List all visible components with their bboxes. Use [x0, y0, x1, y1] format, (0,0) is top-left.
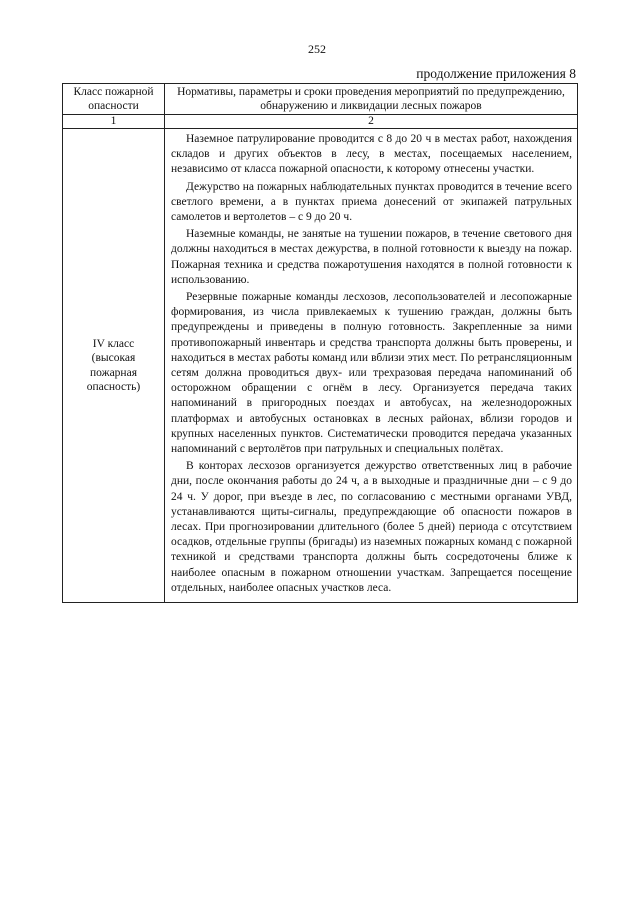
class-line: опасность): [86, 381, 141, 394]
page-number: 252: [308, 42, 326, 56]
class-line: пожарная: [90, 366, 137, 379]
paragraph: Дежурство на пожарных наблюдательных пунктах проводится в течение всего светлого времени, а в пунктах приема донесений от экипажей патрульных самолетов и вертолетов – с 9 до 20 ч.: [171, 180, 572, 224]
header-norms-column: Нормативы, параметры и сроки проведения мероприятий по предупреждению, обнаружению и ликвидации лесных пожаров: [165, 84, 578, 115]
paragraph: Резервные пожарные команды лесхозов, лесопользователей и лесопожарные формирования, из числа привлекаемых к тушению граждан, должны быть предупреждены и приведены в полную готовность. Закрепленные за ними противопожарный инвентарь и средства транспорта должны быть проверены, и находиться в местах работы команд или вблизи этих мест. По ретрансляционным сетям должна проводиться двух- или трехразовая передача напоминаний об осторожном обращении с огнём в лесу. Организуется передача таких напоминаний в пригородных поездах и автобусах, на железнодорожных платформах и автобусных остановках в лесных районах, вблизи городов и крупных населенных пунктов. Систематически проводится передача указанных напоминаний с вертолётов при патрульных и специальных полётах.: [171, 291, 572, 456]
table-number-row: [63, 115, 578, 129]
fire-danger-table: [62, 83, 578, 603]
paragraph: Наземные команды, не занятые на тушении пожаров, в течение светового дня должны находиться в местах дежурства, в полной готовности к выезду на пожар. Пожарная техника и средства пожаротушения находятся в полной готовности к использованию.: [171, 228, 572, 286]
table-row: [63, 129, 578, 603]
fire-class-cell: [63, 129, 165, 603]
continuation-label: продолжение приложения 8: [416, 66, 576, 81]
norms-cell: [165, 129, 578, 603]
paragraph: Наземное патрулирование проводится с 8 до 20 ч в местах работ, нахождения складов и других объектов в лесу, в местах, посещаемых населением, независимо от класса пожарной опасности, к которому отнесены участки.: [171, 133, 572, 176]
column-number-1: 1: [63, 115, 165, 129]
class-line: (высокая: [91, 352, 136, 365]
paragraph: В конторах лесхозов организуется дежурство ответственных лиц в рабочие дни, после окончания работы до 24 ч, а в выходные и праздничные дни – с 9 до 24 ч. У дорог, при въезде в лес, по согласованию с местными органами УВД, устанавливаются щиты-сигналы, предупреждающие об опасности пожаров в лесах. При прогнозировании длительного (более 5 дней) периода с отсутствием осадков, отдельные группы (бригады) из наземных пожарных команд с пожарной техникой и средствами транспорта должны быть сосредоточены ближе к наиболее опасным в пожарном отношении участкам. Запрещается посещение отдельных, наиболее опасных участков леса.: [171, 460, 572, 594]
column-number-2: 2: [165, 115, 578, 129]
table-header-row: [63, 84, 578, 115]
class-line: IV класс: [92, 337, 135, 350]
header-class-column: Класс пожарной опасности: [63, 84, 165, 115]
